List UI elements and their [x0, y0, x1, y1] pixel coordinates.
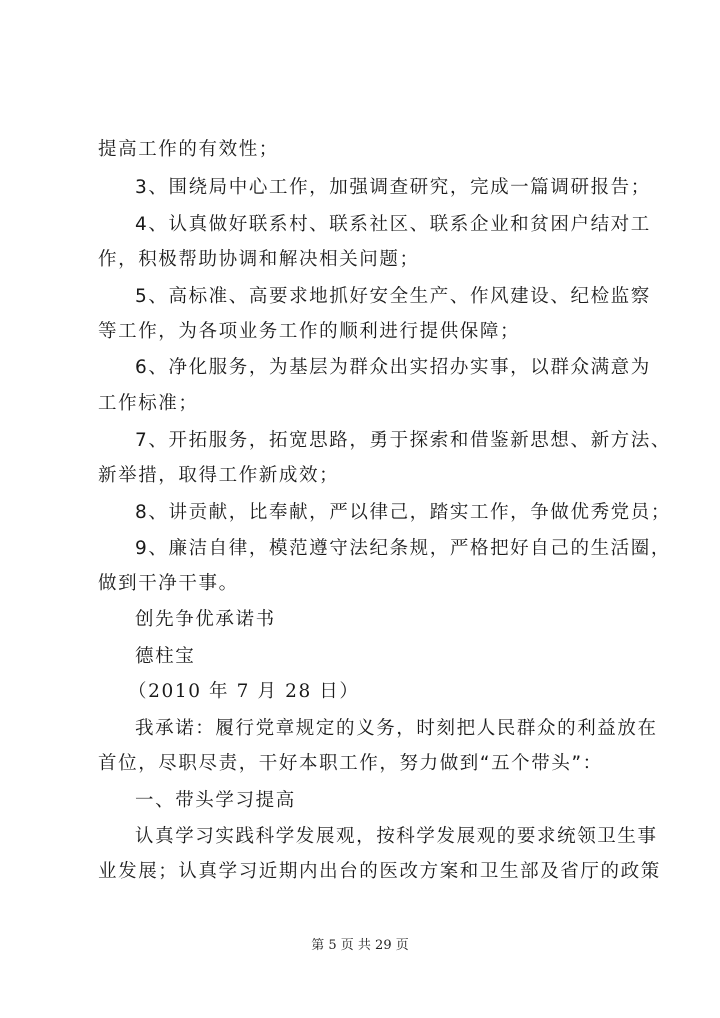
text-line: 首位，尽职尽责，干好本职工作，努力做到“五个带头”： — [98, 753, 603, 774]
author-name: 德柱宝 — [135, 646, 196, 667]
text-line: 7、开拓服务，拓宽思路，勇于探索和借鉴新思想、新方法、 — [135, 430, 671, 451]
text-line: 作，积极帮助协调和解决相关问题； — [98, 249, 420, 270]
text-line: 提高工作的有效性； — [98, 139, 279, 160]
text-line: 我承诺：履行党章规定的义务，时刻把人民群众的利益放在 — [135, 718, 658, 739]
text-line: 4、认真做好联系村、联系社区、联系企业和贫困户结对工 — [135, 214, 651, 235]
document-date: （2010 年 7 月 28 日） — [128, 681, 360, 702]
text-line: 3、围绕局中心工作，加强调查研究，完成一篇调研报告； — [135, 177, 651, 198]
section-heading: 一、带头学习提高 — [135, 790, 296, 811]
text-line: 新举措，取得工作新成效； — [98, 465, 340, 486]
text-line: 5、高标准、高要求地抓好安全生产、作风建设、纪检监察 — [135, 286, 651, 307]
section-title: 创先争优承诺书 — [135, 609, 276, 630]
text-line: 认真学习实践科学发展观，按科学发展观的要求统领卫生事 — [135, 826, 658, 847]
text-line: 等工作，为各项业务工作的顺利进行提供保障； — [98, 321, 521, 342]
page-footer: 第 5 页 共 29 页 — [311, 938, 409, 953]
text-line: 9、廉洁自律，模范遵守法纪条规，严格把好自己的生活圈， — [135, 538, 671, 559]
text-line: 工作标准； — [98, 393, 199, 414]
text-line: 做到干净干事。 — [98, 573, 239, 594]
text-line: 8、讲贡献，比奉献，严以律己，踏实工作，争做优秀党员； — [135, 502, 671, 523]
text-line: 业发展；认真学习近期内出台的医改方案和卫生部及省厅的政策 — [98, 861, 661, 882]
text-line: 6、净化服务，为基层为群众出实招办实事，以群众满意为 — [135, 357, 651, 378]
